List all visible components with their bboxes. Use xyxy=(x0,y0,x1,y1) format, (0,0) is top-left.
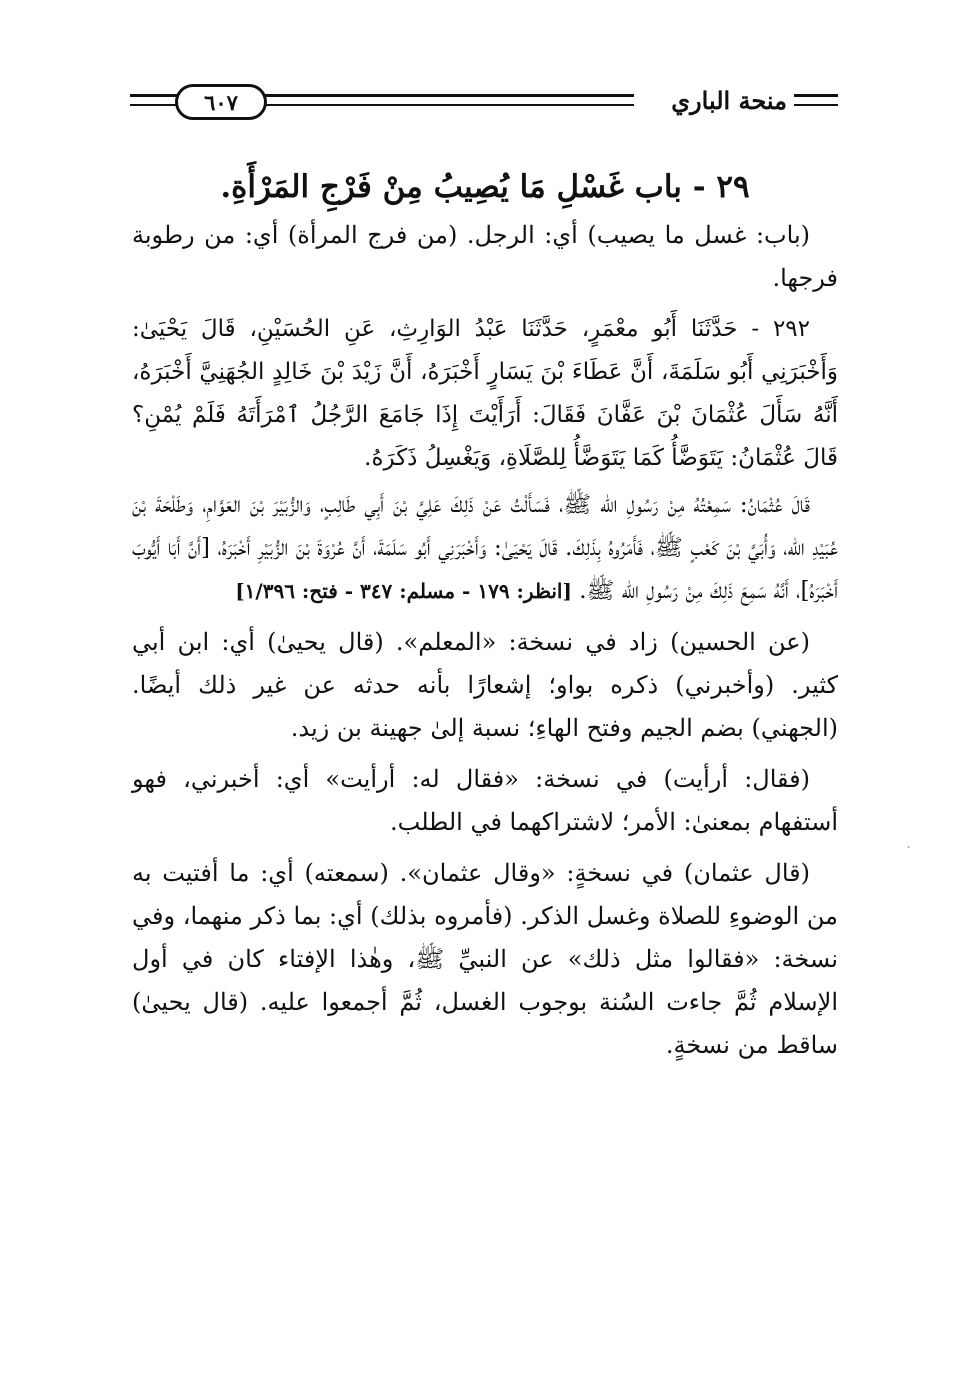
commentary-paragraph-3: (فقال: أرأيت) في نسخة: «فقال له: أرأيت» أي: أخبرني، فهو أستفهام بمعنىٰ: الأمر؛ لاشتراكهما في الطلب. xyxy=(132,765,838,836)
page-content xyxy=(132,160,838,1075)
hadith-text-2-body: قَالَ عُثْمَانُ: سَمِعْتُهُ مِنْ رَسُولِ الله ﷺ، فَسَأَلْتُ عَنْ ذَلِكَ عَلِيَّ بْنَ أَبِي طَالِبٍ، وَالزُّبَيْرَ بْنَ العَوَّامِ، وَطَلْحَةَ بْنَ عُبَيْدِ الله، وَأُبَيَّ بْنَ كَعْبٍ ﷺ، فَأَمَرُوهُ بِذَلِكَ. قَالَ يَحْيَىٰ: وَأَخْبَرَنِي أَبُو سَلَمَةَ، أَنَّ عُرْوَةَ بْنَ الزُّبَيْرِ أَخْبَرَهُ، [أَنَّ أَبَا أَيُّوبَ أَخْبَرَهُ]، أَنَّهُ سَمِعَ ذَلِكَ مِنْ رَسُولِ الله ﷺ. xyxy=(132,492,838,604)
commentary-paragraph-1: (باب: غسل ما يصيب) أي: الرجل. (من فرج المرأة) أي: من رطوبة فرجها. xyxy=(132,221,838,292)
page-header xyxy=(130,82,838,126)
hadith-reference: [انظر: ١٧٩ - مسلم: ٣٤٧ - فتح: ١/٣٩٦] xyxy=(235,579,572,603)
book-title: منحة الباري xyxy=(665,86,793,115)
page-number-badge xyxy=(175,84,267,120)
hadith-text-1: ٢٩٢ - حَدَّثَنَا أَبُو معْمَرٍ، حَدَّثَنَا عَبْدُ الوَارِثِ، عَنِ الحُسَيْنِ، قَالَ يَحْيَىٰ: وَأَخْبَرَنِي أَبُو سَلَمَةَ، أَنَّ عَطَاءَ بْنَ يَسَارٍ أَخْبَرَهُ، أَنَّ زَيْدَ بْنَ خَالِدٍ الجُهَنِيَّ أَخْبَرَهُ، أَنَّهُ سَأَلَ عُثْمَانَ بْنَ عَفَّانَ فَقَالَ: أَرَأَيْتَ إِذَا جَامَعَ الرَّجُلُ ٱمْرَأَتَهُ فَلَمْ يُمْنِ؟ قَالَ عُثْمَانُ: يَتَوَضَّأُ كَمَا يَتَوَضَّأُ لِلصَّلَاةِ، وَيَغْسِلُ ذَكَرَهُ. xyxy=(132,316,838,471)
header-rule-right-top xyxy=(794,94,838,97)
page-number: ٦٠٧ xyxy=(204,89,238,115)
header-rule-left-bottom xyxy=(130,104,178,106)
hadith-text-2 xyxy=(132,484,838,613)
header-rule-middle-top xyxy=(264,94,634,97)
commentary-paragraph-4: (قال عثمان) في نسخةٍ: «وقال عثمان». (سمعته) أي: ما أفتيت به من الوضوءِ للصلاة وغسل الذكر. (فأمروه بذلك) أي: بما ذكر منهما، وفي نسخة: «فقالوا مثل ذلك» عن النبيِّ ﷺ، وهٰذا الإفتاء كان في أول الإسلام ثُمَّ جاءت السُنة بوجوب الغسل، ثُمَّ أجمعوا عليه. (قال يحيىٰ) ساقط من نسخةٍ. xyxy=(132,859,839,1059)
chapter-heading: ٢٩ - باب غَسْلِ مَا يُصِيبُ مِنْ فَرْجِ المَرْأَةِ. xyxy=(220,169,750,205)
header-rule-left-top xyxy=(130,94,178,97)
commentary-paragraph-2: (عن الحسين) زاد في نسخة: «المعلم». (قال يحيىٰ) أي: ابن أبي كثير. (وأخبرني) ذكره بواو؛ إشعارًا بأنه حدثه عن غير ذلك أيضًا. (الجهني) بضم الجيم وفتح الهاءِ؛ نسبة إلىٰ جهينة بن زيد. xyxy=(132,628,838,742)
header-rule-middle-bottom xyxy=(264,104,634,106)
header-rule-right-bottom xyxy=(794,104,838,106)
margin-mark: ˙ xyxy=(905,845,912,861)
